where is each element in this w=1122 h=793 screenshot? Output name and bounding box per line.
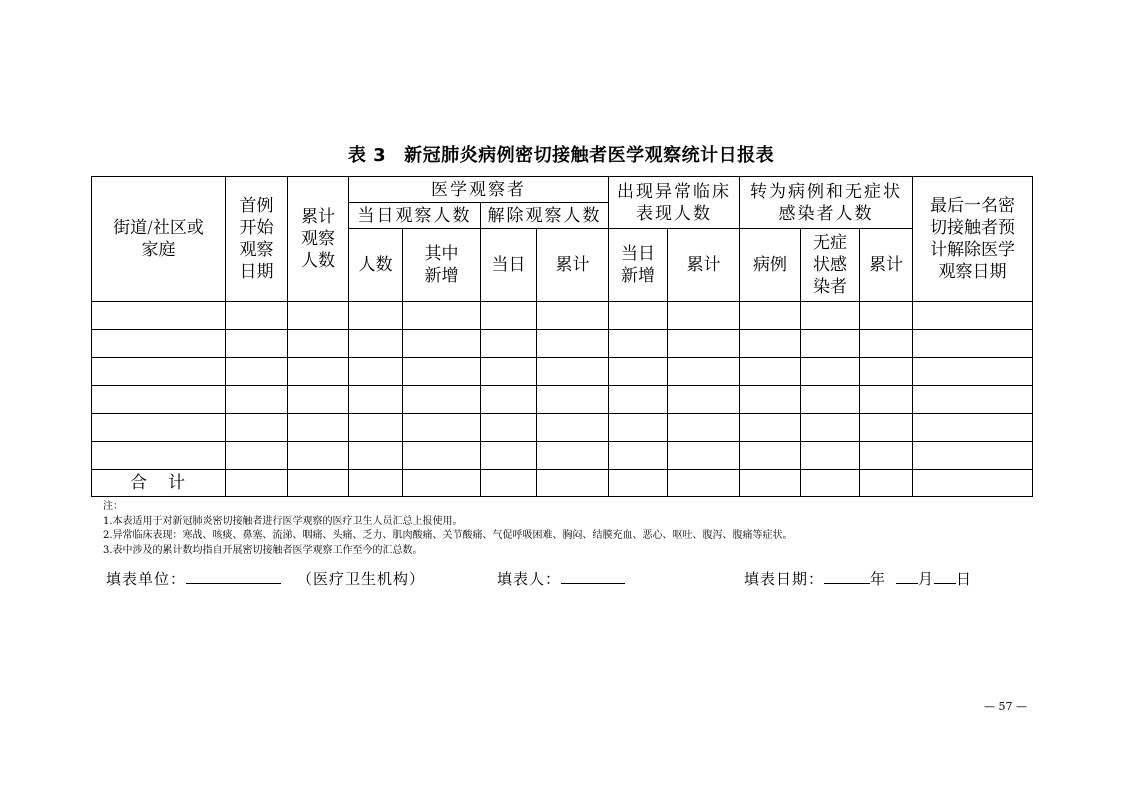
year-blank[interactable] <box>824 568 870 584</box>
note-item-2: 2.异常临床表现：寒战、咳痰、鼻塞、流涕、咽痛、头痛、乏力、肌肉酸痛、关节酸痛、气促呼吸困难、胸闷、结膜充血、恶心、呕吐、腹泻、腹痛等症状。 <box>103 530 793 541</box>
table-cell[interactable] <box>481 330 537 358</box>
table-cell[interactable] <box>481 470 537 497</box>
table-cell[interactable] <box>403 330 481 358</box>
table-cell[interactable] <box>537 442 609 470</box>
table-cell[interactable] <box>349 470 403 497</box>
year-label: 年 <box>870 570 887 588</box>
table-cell[interactable] <box>92 414 226 442</box>
table-cell[interactable] <box>740 358 801 386</box>
filler-blank[interactable] <box>561 568 625 584</box>
header-released-today: 当日 <box>481 229 537 302</box>
table-cell[interactable] <box>801 358 860 386</box>
table-cell[interactable] <box>288 386 349 414</box>
table-cell[interactable] <box>288 470 349 497</box>
table-cell[interactable] <box>92 330 226 358</box>
table-cell[interactable] <box>349 330 403 358</box>
table-row <box>92 302 1033 330</box>
table-cell[interactable] <box>668 330 740 358</box>
table-cell[interactable] <box>740 442 801 470</box>
note-item-1: 1.本表适用于对新冠肺炎密切接触者进行医学观察的医疗卫生人员汇总上报使用。 <box>103 515 463 527</box>
table-cell[interactable] <box>226 330 288 358</box>
table-cell[interactable] <box>349 442 403 470</box>
table-cell[interactable] <box>668 442 740 470</box>
table-cell[interactable] <box>801 330 860 358</box>
header-abnormal-new-today: 当日 新增 <box>609 229 668 302</box>
table-cell[interactable] <box>92 302 226 330</box>
table-cell[interactable] <box>801 302 860 330</box>
table-cell[interactable] <box>537 386 609 414</box>
data-rows <box>92 302 1033 470</box>
table-cell[interactable] <box>226 442 288 470</box>
table-cell[interactable] <box>609 442 668 470</box>
table-cell[interactable] <box>609 302 668 330</box>
table-cell[interactable] <box>226 414 288 442</box>
date-label: 填表日期： <box>744 570 825 588</box>
table-row <box>92 386 1033 414</box>
date-field <box>744 568 972 589</box>
table-cell[interactable] <box>609 414 668 442</box>
table-cell[interactable] <box>860 330 913 358</box>
header-persons: 人数 <box>349 229 403 302</box>
table-cell[interactable] <box>403 414 481 442</box>
header-area: 街道/社区或 家庭 <box>92 177 226 302</box>
table-cell[interactable] <box>609 386 668 414</box>
table-cell[interactable] <box>537 302 609 330</box>
day-label: 日 <box>956 570 973 588</box>
table-cell[interactable] <box>403 358 481 386</box>
table-cell[interactable] <box>226 358 288 386</box>
table-cell[interactable] <box>740 470 801 497</box>
table-cell[interactable] <box>288 330 349 358</box>
table-cell[interactable] <box>349 358 403 386</box>
table-row <box>92 358 1033 386</box>
table-cell[interactable] <box>801 470 860 497</box>
table-cell[interactable] <box>668 386 740 414</box>
table-cell[interactable] <box>609 330 668 358</box>
header-cases: 病例 <box>740 229 801 302</box>
table-number: 表 3 <box>347 145 387 166</box>
table-cell[interactable] <box>403 386 481 414</box>
header-today-observing: 当日观察人数 <box>349 203 481 229</box>
table-cell[interactable] <box>537 358 609 386</box>
table-cell[interactable] <box>740 386 801 414</box>
header-abnormal-cumulative: 累计 <box>668 229 740 302</box>
table-cell[interactable] <box>913 414 1033 442</box>
table-cell[interactable] <box>801 386 860 414</box>
table-cell[interactable] <box>537 330 609 358</box>
table-cell[interactable] <box>609 470 668 497</box>
notes <box>103 500 793 558</box>
table-cell[interactable] <box>92 442 226 470</box>
table-cell[interactable] <box>288 414 349 442</box>
notes-label: 注： <box>103 501 123 512</box>
table-cell[interactable] <box>740 330 801 358</box>
header-last-release-date: 最后一名密 切接触者预 计解除医学 观察日期 <box>913 177 1033 302</box>
unit-hint: （医疗卫生机构） <box>297 570 426 588</box>
table-cell[interactable] <box>481 442 537 470</box>
header-released: 解除观察人数 <box>481 203 609 229</box>
header-of-which-new: 其中 新增 <box>403 229 481 302</box>
table-cell[interactable] <box>481 302 537 330</box>
table-cell[interactable] <box>913 358 1033 386</box>
header-released-cumulative: 累计 <box>537 229 609 302</box>
table-cell[interactable] <box>801 414 860 442</box>
table-cell[interactable] <box>288 302 349 330</box>
table-cell[interactable] <box>860 414 913 442</box>
table-cell[interactable] <box>913 302 1033 330</box>
table-cell[interactable] <box>860 442 913 470</box>
table-cell[interactable] <box>481 414 537 442</box>
daily-report-table <box>91 176 1033 497</box>
table-cell[interactable] <box>740 302 801 330</box>
header-asymptomatic: 无症 状感 染者 <box>801 229 860 302</box>
table-cell[interactable] <box>226 386 288 414</box>
table-cell[interactable] <box>403 302 481 330</box>
unit-blank[interactable] <box>186 568 281 584</box>
table-cell[interactable] <box>226 302 288 330</box>
header-first-start-date: 首例 开始 观察 日期 <box>226 177 288 302</box>
table-cell[interactable] <box>913 386 1033 414</box>
total-row <box>92 470 1033 497</box>
table-row <box>92 330 1033 358</box>
table-cell[interactable] <box>609 358 668 386</box>
table-cell[interactable] <box>740 414 801 442</box>
table-cell[interactable] <box>913 330 1033 358</box>
total-label: 合 计 <box>92 470 226 497</box>
filler-field <box>497 568 625 589</box>
table-cell[interactable] <box>668 358 740 386</box>
table-cell[interactable] <box>349 414 403 442</box>
unit-label: 填表单位： <box>106 570 187 588</box>
month-blank[interactable] <box>896 568 918 584</box>
table-cell[interactable] <box>537 414 609 442</box>
header-medical-observation: 医学观察者 <box>349 177 609 203</box>
header-abnormal-clinical: 出现异常临床 表现人数 <box>609 177 740 229</box>
page-number: — 57 — <box>984 700 1027 713</box>
table-cell[interactable] <box>226 470 288 497</box>
table-cell[interactable] <box>860 386 913 414</box>
table-cell[interactable] <box>668 414 740 442</box>
table-title-text: 新冠肺炎病例密切接触者医学观察统计日报表 <box>404 145 775 166</box>
table-cell[interactable] <box>481 386 537 414</box>
table-cell[interactable] <box>92 358 226 386</box>
header-converted-cumulative: 累计 <box>860 229 913 302</box>
table-cell[interactable] <box>403 442 481 470</box>
table-cell[interactable] <box>860 358 913 386</box>
table-cell[interactable] <box>403 470 481 497</box>
filler-label: 填表人： <box>497 570 562 588</box>
table-cell[interactable] <box>349 386 403 414</box>
table-cell[interactable] <box>349 302 403 330</box>
table-cell[interactable] <box>668 302 740 330</box>
table-cell[interactable] <box>801 442 860 470</box>
table-cell[interactable] <box>860 302 913 330</box>
note-item-3: 3.表中涉及的累计数均指自开展密切接触者医学观察工作至今的汇总数。 <box>103 544 423 556</box>
table-cell[interactable] <box>913 470 1033 497</box>
table-cell[interactable] <box>481 358 537 386</box>
table-cell[interactable] <box>92 386 226 414</box>
month-label: 月 <box>918 570 935 588</box>
header-cumulative-observed: 累计 观察 人数 <box>288 177 349 302</box>
table-cell[interactable] <box>288 442 349 470</box>
table-cell[interactable] <box>860 470 913 497</box>
document-title <box>0 141 1122 167</box>
unit-field <box>106 568 425 589</box>
table-row <box>92 442 1033 470</box>
table-cell[interactable] <box>537 470 609 497</box>
table-cell[interactable] <box>668 470 740 497</box>
day-blank[interactable] <box>934 568 956 584</box>
header-converted: 转为病例和无症状 感染者人数 <box>740 177 913 229</box>
table-cell[interactable] <box>288 358 349 386</box>
table-row <box>92 414 1033 442</box>
table-cell[interactable] <box>913 442 1033 470</box>
